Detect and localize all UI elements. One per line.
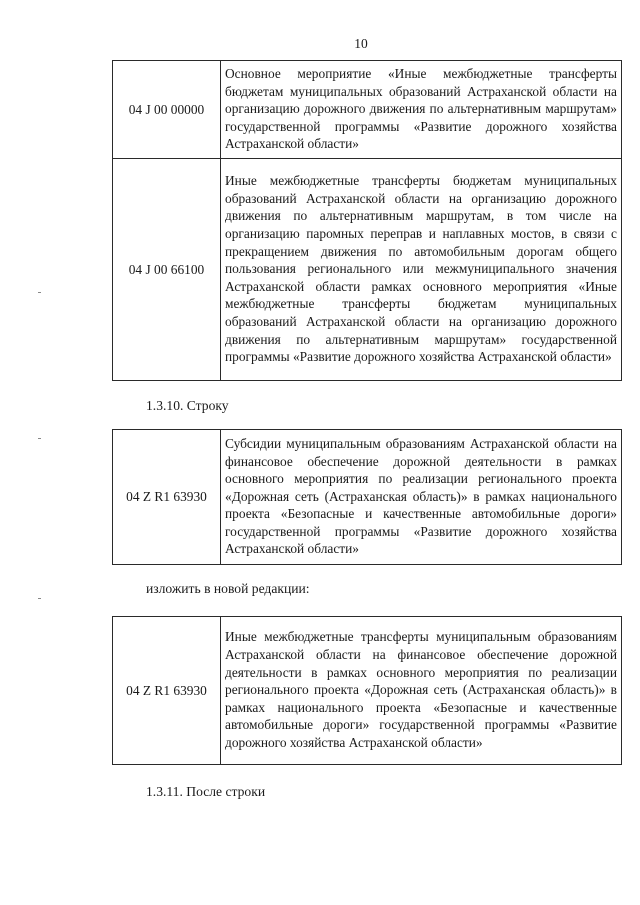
budget-code-table-2 [112, 429, 622, 565]
table-row [113, 159, 622, 381]
budget-description-cell: Основное мероприятие «Иные межбюджетные трансферты бюджетам муниципальных образований Астраханской области на организацию дорожного движения по альтернативным маршрутам» государственной программы «Развитие дорожного хозяйства Астраханской области» [221, 61, 622, 159]
budget-description-cell: Иные межбюджетные трансферты муниципальным образованиям Астраханской области на финансовое обеспечение дорожной деятельности в рамках основного мероприятия по реализации регионального проекта «Дорожная сеть (Астраханская область)» в рамках национального проекта «Безопасные и качественные автомобильные дороги» государственной программы «Развитие дорожного хозяйства Астраханской области» [221, 617, 622, 765]
budget-code-cell: 04 Z R1 63930 [113, 430, 221, 565]
scan-mark [38, 292, 41, 293]
scan-mark [38, 598, 41, 599]
scan-mark [38, 438, 41, 439]
section-1-3-10-heading: 1.3.10. Строку [146, 398, 229, 413]
budget-description-cell: Субсидии муниципальным образованиям Астраханской области на финансовое обеспечение дорожной деятельности в рамках основного мероприятия по реализации регионального проекта «Дорожная сеть (Астраханская область)» в рамках национального проекта «Безопасные и качественные автомобильные дороги» государственной программы «Развитие дорожного хозяйства Астраханской области» [221, 430, 622, 565]
section-1-3-11-heading: 1.3.11. После строки [146, 784, 266, 799]
budget-code-table-3 [112, 616, 622, 765]
budget-code-cell: 04 Z R1 63930 [113, 617, 221, 765]
budget-code-cell: 04 J 00 00000 [113, 61, 221, 159]
table-row [113, 617, 622, 765]
budget-code-cell: 04 J 00 66100 [113, 159, 221, 381]
budget-code-table-1 [112, 60, 622, 381]
budget-description-cell: Иные межбюджетные трансферты бюджетам муниципальных образований Астраханской области на организацию дорожного движения по альтернативным маршрутам, в том числе на организацию паромных переправ и наплавных мостов, в связи с прекращением движения по автомобильным дорогам общего пользования регионального или межмуниципального значения Астраханской области рамках основного мероприятия «Иные межбюджетные трансферты бюджетам муниципальных образований Астраханской области на организацию дорожного движения по альтернативным маршрутам» государственной программы «Развитие дорожного хозяйства Астраханской области» [221, 159, 622, 381]
page-number: 10 [354, 36, 368, 51]
new-edition-text: изложить в новой редакции: [146, 581, 310, 596]
table-row [113, 430, 622, 565]
table-row [113, 61, 622, 159]
